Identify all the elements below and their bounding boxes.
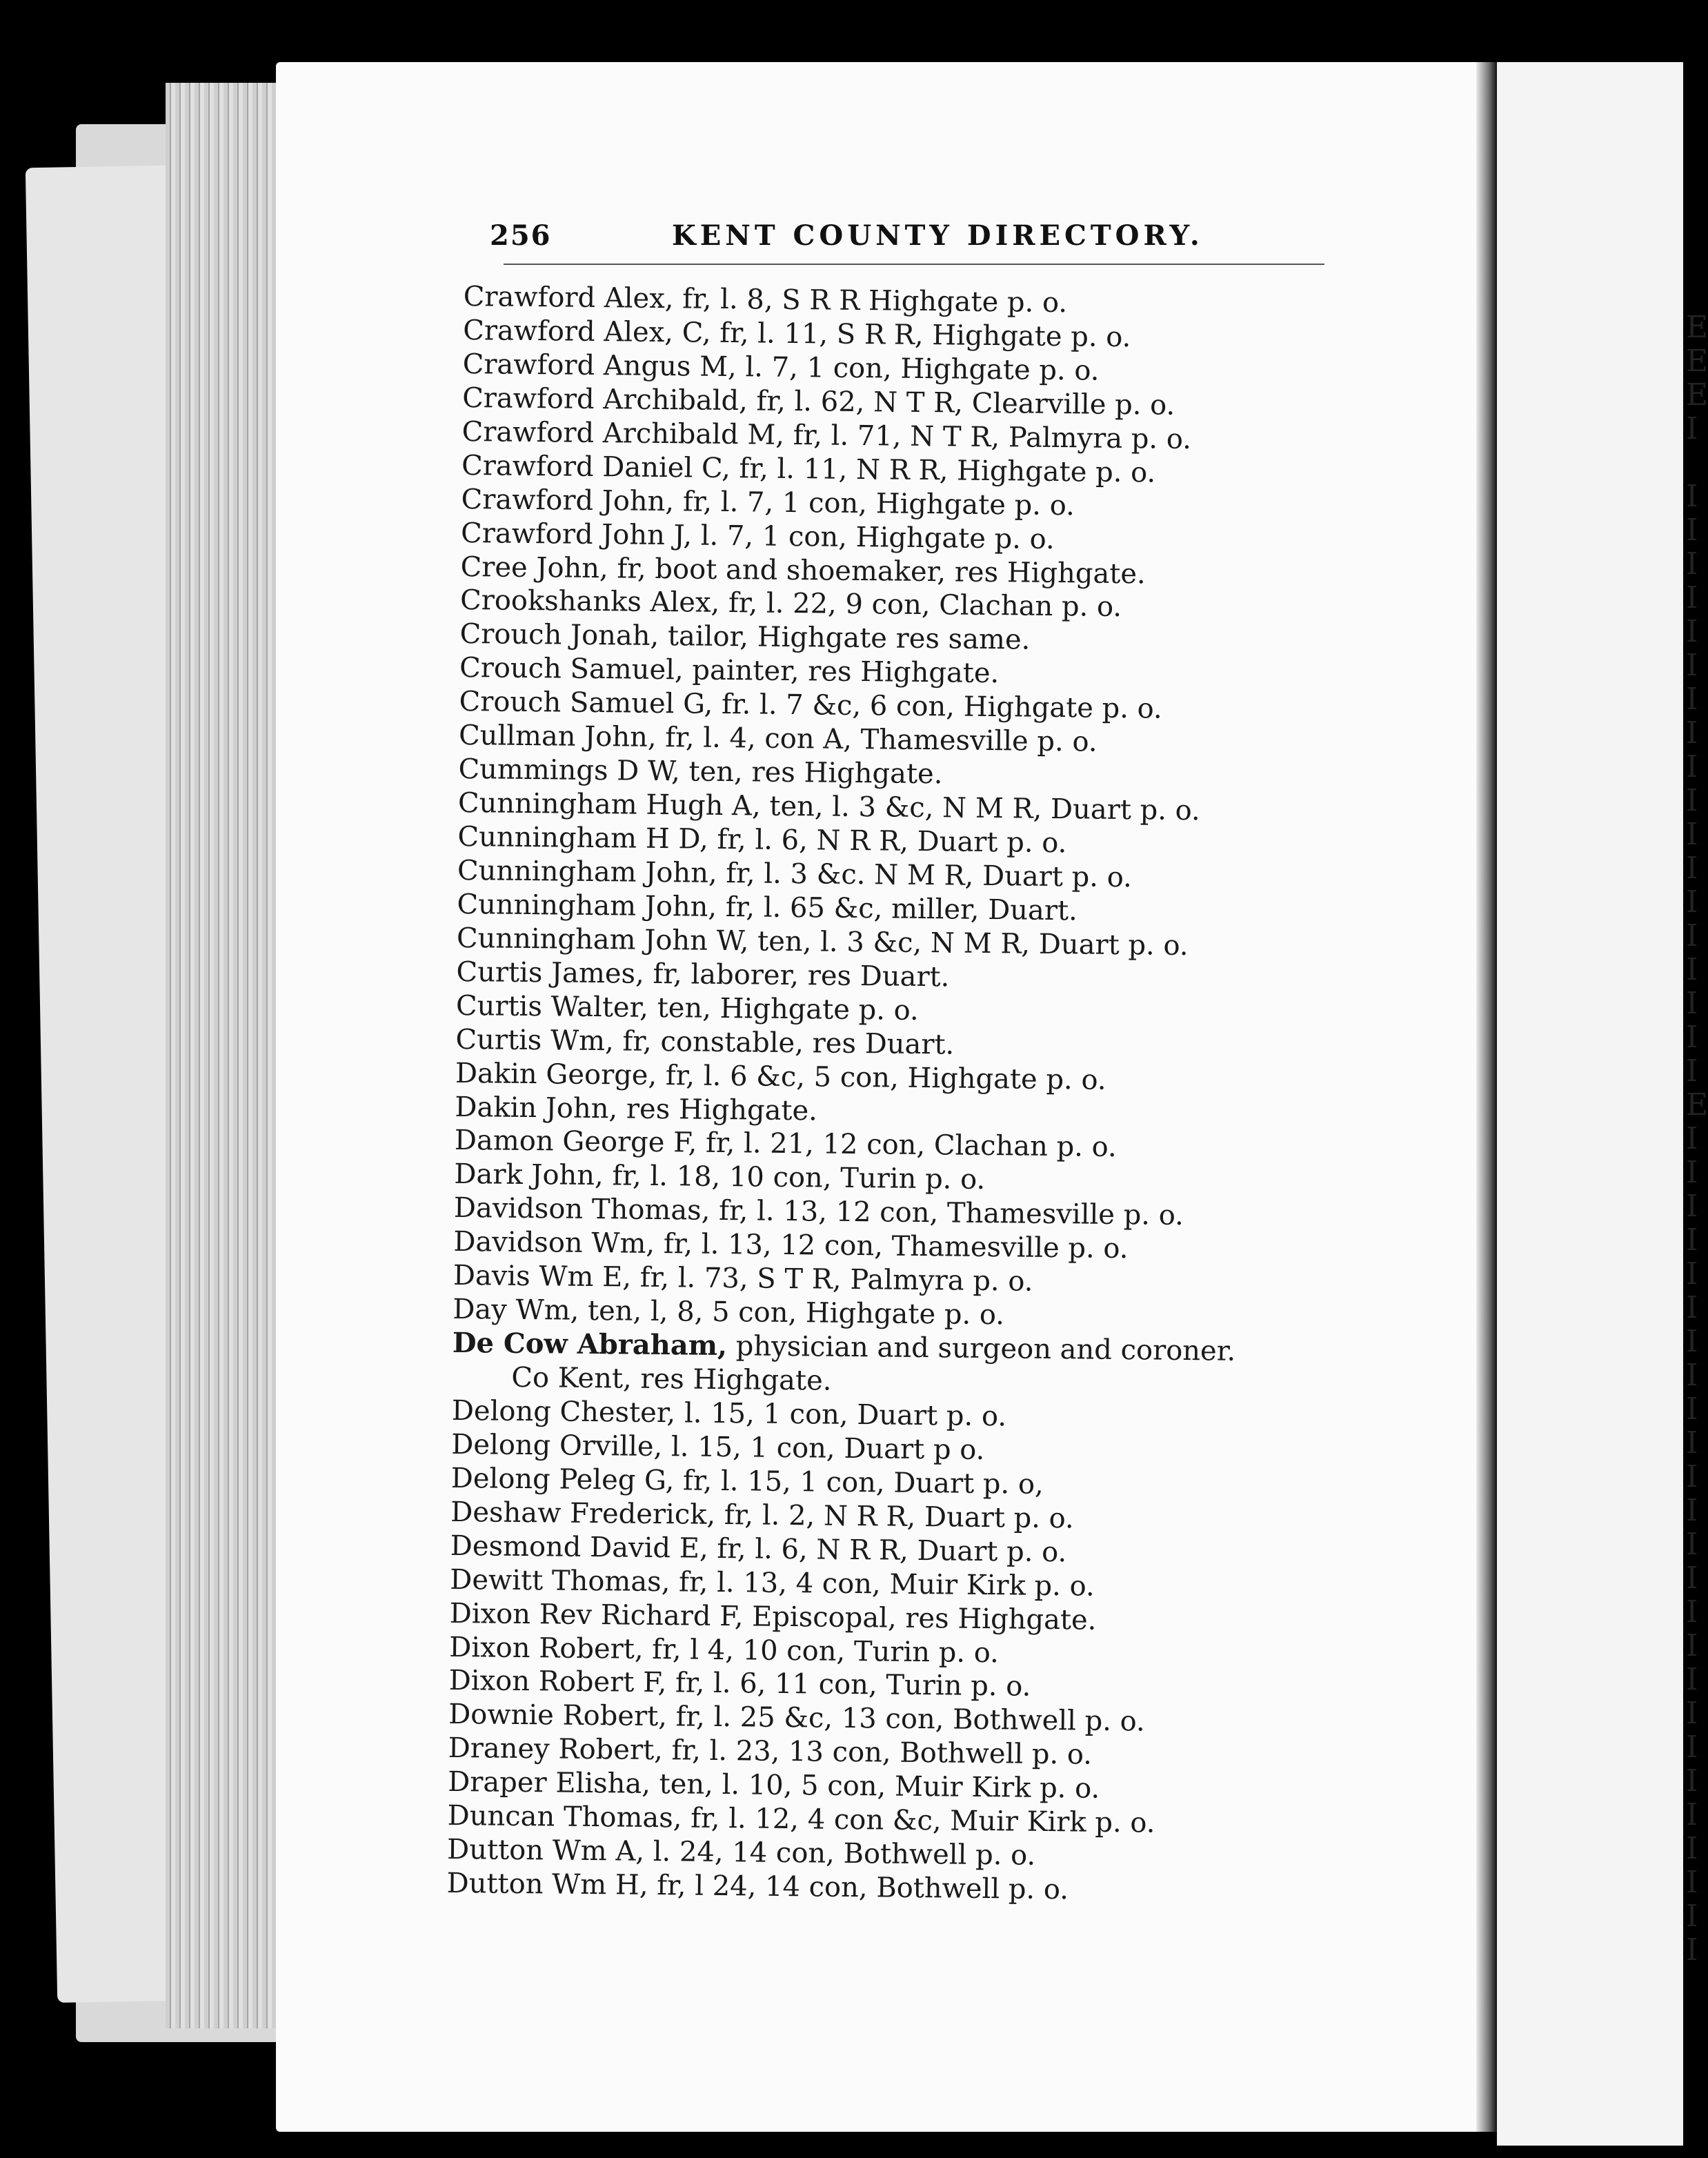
- facing-page-letter: I: [1686, 682, 1698, 717]
- entry-text: Crawford John, fr, l. 7, 1 con, Highgate p. o.: [461, 483, 1075, 522]
- entry-text: Dixon Rev Richard F, Episcopal, res Highgate.: [449, 1597, 1097, 1636]
- running-title: KENT COUNTY DIRECTORY.: [672, 219, 1204, 252]
- facing-page-letter: I: [1686, 817, 1698, 852]
- facing-page-letter: I: [1686, 546, 1698, 582]
- entry-text: Davis Wm E, fr, l. 73, S T R, Palmyra p. o.: [453, 1260, 1033, 1298]
- facing-page-letter: I: [1686, 884, 1698, 920]
- entry-text: Duncan Thomas, fr, l. 12, 4 con &c, Muir Kirk p. o.: [447, 1800, 1155, 1839]
- entry-text: Curtis James, fr, laborer, res Duart.: [456, 956, 950, 993]
- entry-text: Draney Robert, fr, l. 23, 13 con, Bothwell p. o.: [448, 1732, 1093, 1771]
- entry-text: Dixon Robert F, fr, l. 6, 11 con, Turin p. o.: [448, 1665, 1031, 1703]
- facing-page-letter: I: [1686, 1459, 1698, 1494]
- header-rule: [504, 264, 1324, 265]
- entry-text: Crawford Angus M, l. 7, 1 con, Highgate p. o.: [462, 348, 1100, 387]
- entry-text: physician and surgeon and coroner.: [726, 1330, 1236, 1367]
- facing-page-letter: I: [1686, 918, 1698, 953]
- entry-text: Cunningham John, fr, l. 3 &c. N M R, Duart p. o.: [457, 854, 1133, 894]
- book-gutter: [1476, 62, 1497, 2132]
- facing-page-letter: I: [1686, 1797, 1698, 1832]
- entry-text: Cunningham Hugh A, ten, l. 3 &c, N M R, Duart p. o.: [457, 787, 1201, 827]
- entry-text: Dark John, fr, l. 18, 10 con, Turin p. o.: [454, 1158, 986, 1196]
- page-number: 256: [490, 219, 552, 252]
- facing-page-letter: I: [1686, 1189, 1698, 1224]
- facing-page-letter: [1686, 446, 1700, 479]
- entry-text: Dutton Wm H, fr, l 24, 14 con, Bothwell p. o.: [446, 1867, 1069, 1906]
- entry-text: Crouch Samuel G, fr. l. 7 &c, 6 con, Highgate p. o.: [459, 686, 1163, 725]
- facing-page-letter: E: [1686, 377, 1708, 413]
- entry-text: Dakin John, res Highgate.: [455, 1091, 818, 1127]
- entry-text: Crawford Archibald M, fr, l. 71, N T R, Palmyra p. o.: [461, 415, 1192, 455]
- facing-page-letter: I: [1686, 1020, 1698, 1055]
- facing-page-letter: I: [1686, 1392, 1698, 1427]
- entry-text: Crawford Alex, C, fr, l. 11, S R R, Highgate p. o.: [462, 314, 1131, 354]
- facing-page-letter: I: [1686, 1425, 1698, 1461]
- facing-page-letter: I: [1686, 1358, 1698, 1393]
- entry-text: Downie Robert, fr, l. 25 &c, 13 con, Bothwell p. o.: [448, 1699, 1146, 1738]
- entry-text: Curtis Walter, ten, Highgate p. o.: [455, 989, 920, 1027]
- facing-page-letter: I: [1686, 479, 1698, 514]
- entry-text: Cunningham John, fr, l. 65 &c, miller, Duart.: [457, 888, 1078, 927]
- page-header: [490, 219, 1204, 254]
- entry-text: Dutton Wm A, l. 24, 14 con, Bothwell p. o.: [446, 1834, 1036, 1872]
- entry-text: Cunningham H D, fr, l. 6, N R R, Duart p. o.: [457, 820, 1067, 860]
- entry-text: Davidson Wm, fr, l. 13, 12 con, Thamesville p. o.: [453, 1226, 1129, 1265]
- entry-text: Delong Peleg G, fr, l. 15, 1 con, Duart p. o,: [450, 1462, 1044, 1501]
- entry-text: Co Kent, res Highgate.: [511, 1361, 832, 1397]
- facing-page-letter: I: [1686, 952, 1698, 987]
- facing-page-letter: I: [1686, 1290, 1698, 1325]
- facing-page-letter: E: [1686, 310, 1708, 345]
- facing-page-letter: I: [1686, 986, 1698, 1021]
- facing-page-letter: I: [1686, 1831, 1698, 1866]
- entry-text: Damon George F, fr, l. 21, 12 con, Clachan p. o.: [454, 1125, 1117, 1164]
- facing-page-letter: I: [1686, 1763, 1698, 1799]
- entry-text: Crawford Daniel C, fr, l. 11, N R R, Highgate p. o.: [461, 449, 1156, 489]
- directory-entries: [446, 280, 1333, 1910]
- entry-text: Delong Chester, l. 15, 1 con, Duart p. o.: [451, 1394, 1007, 1433]
- facing-page-letter: E: [1686, 344, 1708, 379]
- facing-page-letter: I: [1686, 1121, 1698, 1156]
- facing-page-letter: E: [1686, 1087, 1708, 1122]
- facing-page-letter: I: [1686, 513, 1698, 548]
- entry-text: Cree John, fr, boot and shoemaker, res Highgate.: [460, 551, 1146, 590]
- entry-text: Dakin George, fr, l. 6 &c, 5 con, Highgate p. o.: [455, 1057, 1106, 1096]
- facing-page-letter: I: [1686, 1155, 1698, 1190]
- facing-page-letter: I: [1686, 1324, 1698, 1359]
- facing-page-letter: I: [1686, 411, 1698, 446]
- facing-page-letter: I: [1686, 580, 1698, 615]
- facing-page-letter: I: [1686, 1222, 1698, 1258]
- facing-page-letter: I: [1686, 1594, 1698, 1630]
- facing-page-letter: I: [1686, 1256, 1698, 1291]
- entry-text: Crawford Archibald, fr, l. 62, N T R, Clearville p. o.: [461, 382, 1175, 422]
- entry-text: Deshaw Frederick, fr, l. 2, N R R, Duart p. o.: [450, 1496, 1075, 1535]
- facing-page-letter: I: [1686, 783, 1698, 818]
- entry-text: Day Wm, ten, l, 8, 5 con, Highgate p. o.: [453, 1294, 1005, 1332]
- entry-text: Crookshanks Alex, fr, l. 22, 9 con, Clachan p. o.: [459, 584, 1122, 624]
- entry-text: Desmond David E, fr, l. 6, N R R, Duart p. o.: [450, 1530, 1067, 1568]
- facing-page-letter: I: [1686, 648, 1698, 683]
- facing-page-letter: I: [1686, 1865, 1698, 1900]
- facing-page-letter: I: [1686, 715, 1698, 751]
- entry-bold-name: De Cow Abraham,: [452, 1326, 728, 1363]
- entry-text: Dewitt Thomas, fr, l. 13, 4 con, Muir Kirk p. o.: [450, 1563, 1095, 1603]
- facing-page-letter: I: [1686, 1696, 1698, 1731]
- facing-page-text: [1686, 310, 1708, 1968]
- entry-text: Draper Elisha, ten, l. 10, 5 con, Muir Kirk p. o.: [447, 1766, 1100, 1805]
- facing-page-letter: I: [1686, 1932, 1698, 1968]
- facing-page: [1497, 62, 1708, 2146]
- facing-page-letter: I: [1686, 1662, 1698, 1697]
- entry-text: Cunningham John W, ten, l. 3 &c, N M R, Duart p. o.: [456, 922, 1189, 962]
- entry-text: Crawford Alex, fr, l. 8, S R R Highgate p. o.: [463, 280, 1068, 319]
- facing-page-letter: I: [1686, 1493, 1698, 1528]
- facing-page-letter: I: [1686, 1053, 1698, 1089]
- entry-text: Curtis Wm, fr, constable, res Duart.: [455, 1023, 955, 1061]
- entry-text: Davidson Thomas, fr, l. 13, 12 con, Thamesville p. o.: [453, 1192, 1184, 1232]
- entry-text: Crouch Samuel, painter, res Highgate.: [459, 652, 1000, 690]
- entry-text: Dixon Robert, fr, l 4, 10 con, Turin p. o.: [449, 1631, 1000, 1669]
- entry-text: Cummings D W, ten, res Highgate.: [458, 753, 943, 791]
- facing-page-letter: I: [1686, 614, 1698, 649]
- entry-text: Crawford John J, l. 7, 1 con, Highgate p. o.: [460, 517, 1055, 555]
- facing-page-letter: I: [1686, 1899, 1698, 1934]
- facing-page-letter: I: [1686, 1628, 1698, 1663]
- entry-text: Delong Orville, l. 15, 1 con, Duart p o.: [451, 1428, 985, 1466]
- facing-page-letter: I: [1686, 749, 1698, 784]
- entry-text: Cullman John, fr, l. 4, con A, Thamesville p. o.: [458, 720, 1098, 758]
- facing-page-letter: I: [1686, 1561, 1698, 1596]
- facing-page-letter: I: [1686, 1527, 1698, 1562]
- entry-text: Crouch Jonah, tailor, Highgate res same.: [459, 618, 1031, 657]
- facing-page-letter: I: [1686, 851, 1698, 886]
- facing-page-letter: I: [1686, 1730, 1698, 1765]
